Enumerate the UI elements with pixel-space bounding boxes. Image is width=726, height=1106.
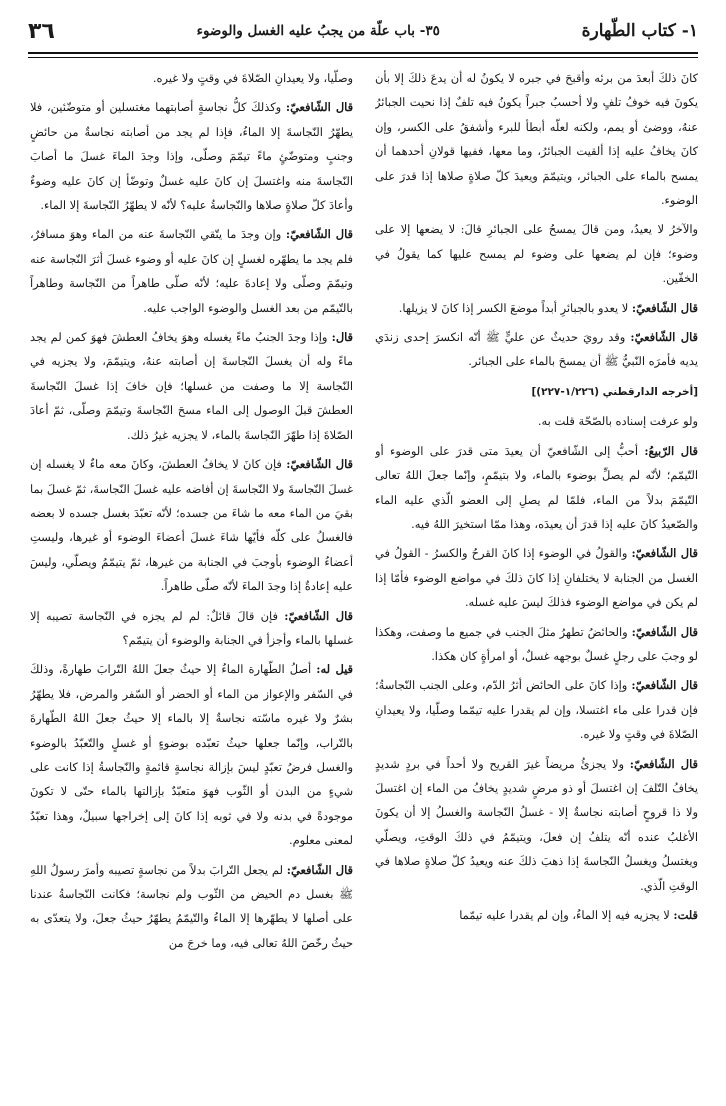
paragraph <box>30 657 353 852</box>
speaker-label: قال الشّافعيّ: <box>630 330 698 345</box>
paragraph-text: وإذا وجدَ الجنبُ ماءً يغسله وهوَ يخافُ العطشَ فهوَ كمن لم يجد ماءً وله أن يغسلَ النّجاسةَ إن أصابته عنهُ، ويتيمّمَ، ولا يجزيه في النّجاسة إلا ما وصفت من غسلها؛ فإن خافَ إذا غسلَ النّجاسةَ العطشَ قبلَ الوصول إلى الماء مسحَ النّجاسةَ وتيمّمَ وصلّى، ثمّ أعادَ الصّلاةَ إذا طهّرَ النّجاسةَ بالماء، لا يجزيه غيرُ ذلك. <box>30 330 353 442</box>
paragraph <box>375 541 698 614</box>
paragraph <box>30 95 353 217</box>
paragraph-text: وإن وجدَ ما يتّقي النّجاسةَ عنه من الماء وهوَ مسافرٌ، فلم يجد ما يطهّره لغسلٍ إن كانَ عليه أو وضوء غسلَ أثرَ النّجاسة عنه وتيمّمَ وصلّى ولا إعادةَ عليه؛ لأنّه صلّى طاهراً من النّجاسة وطاهراً بالتّيمّم من بعد الغسل والوضوء الواجب عليه. <box>30 227 353 315</box>
paragraph-text: وقد رويَ حديثٌ عن عليٍّ ﷺ أنّه انكسرَ إحدى زندَي يديه فأمرَه النّبيُّ ﷺ أن يمسحَ بالماء على الجبائر. <box>375 330 698 369</box>
speaker-label: قال الشّافعيّ: <box>629 756 698 771</box>
paragraph <box>375 673 698 746</box>
paragraph-text: والحائضُ تطهرُ مثلَ الجنب في جميع ما وصفت، وهكذا لو وجبَ على رجلٍ غسلٌ بوجهه غسلٌ، أو امرأةٍ كان هكذا. <box>375 624 698 663</box>
speaker-label: قال الشّافعيّ: <box>286 457 353 472</box>
paragraph <box>375 620 698 669</box>
page-header <box>28 14 698 48</box>
paragraph-text: لم يجعل التّرابَ بدلاً من نجاسةٍ تصيبه وأمرَ رسولُ اللهِ ﷺ بغسل دم الحيض من الثّوب ولم نجاسة؛ فكانت النّجاسةُ عندنا على أصلها لا يطهّرها إلا الماءُ والتّيمّمُ يطهّرُ حيثُ جعلَ، ولا يتعدّى به حيثُ رخّصَ اللهُ تعالى فيه، وما خرجَ من <box>30 862 353 950</box>
paragraph-text: لا يجزيه فيه إلا الماءُ، وإن لم يقدرا عليه تيمّما <box>459 908 670 922</box>
paragraph-text: وصلّيا، ولا يعيدانِ الصّلاةَ في وقتٍ ولا غيره. <box>152 71 353 85</box>
speaker-label: قال الشّافعيّ: <box>285 100 353 115</box>
speaker-label: قال الشّافعيّ: <box>284 608 353 623</box>
header-rule-thin <box>28 57 698 58</box>
paragraph <box>30 604 353 653</box>
paragraph-text: فإن كانَ لا يخافُ العطشَ، وكانَ معه ماءٌ لا يغسله إن غسلَ النّجاسةَ ولا النّجاسةَ إن أفاضه عليه غسلَ النّجاسةَ، ثمّ غسلَ بما بقيَ من الماء معه ما شاءَ من جسده؛ لأنّه تعبّدَ بغسل جسده لا بعضه فالغسلُ على كلّه فأيّها شاءَ غسلَ أعضاءَ الوضوء أو غيرها، وليستِ أعضاءُ الوضوء بأوجبَ في الجنابة من غيرها، ثمّ يتيمّمُ ويصلّي، وليسَ عليه إعادةٌ إذا وجدَ الماءَ لأنّه صلّى طاهراً. <box>30 457 353 594</box>
speaker-label: قال الشّافعيّ: <box>631 546 698 561</box>
paragraph <box>375 325 698 374</box>
paragraph <box>375 903 698 927</box>
paragraph <box>30 66 353 90</box>
speaker-label: قال الشّافعيّ: <box>285 227 353 242</box>
speaker-label: قال الشّافعيّ: <box>631 624 698 639</box>
paragraph-text: ولا يجزئُ مريضاً غيرَ القريح ولا أحداً في بردٍ شديدٍ يخافُ التّلفَ إن اغتسلَ أو ذو مرضٍ شديدٍ يخافُ من الماء إن اغتسلَ ولا ذا قروحٍ أصابته نجاسةٌ إلا - غسلُ النّجاسة والغسلُ إلا أن يكونَ الأغلبُ عنده أنّه يتلفُ إن فعلَ، ويتيمّمُ في ذلكَ الوقتِ، ويصلّي ويغتسلُ ويغسلُ النّجاسةَ إذا ذهبَ ذلكَ عنه ويعيدُ كلّ صلاةٍ صلاها في الوقتِ الّذي. <box>375 756 698 893</box>
paragraph <box>30 222 353 320</box>
paragraph <box>375 296 698 320</box>
speaker-label: قلت: <box>673 908 698 922</box>
page-body <box>30 66 698 1090</box>
paragraph-text: كانَ ذلكَ أبعدَ من برئه وأقبحَ في جبره لا يكونُ له أن يدعَ ذلكَ إلا بأن يكونَ فيه خوفُ تلفٍ ولا أحسبُ جبراً يكونُ فيه تلفٌ إذا نحيت الجبائرُ عنهُ، ووضئ أو يمم، ولكنه لعلّه أبطأ للبرء وأشفقُ على الكسر، وإن كانَ يخافُ عليه إذا ألقيت الجبائرُ، وما معها، ففيها قولانِ أحدهما أن يمسح بالماء على الجبائر، ويتيمّمَ ويعيدَ كلّ صلاةٍ صلاها إذا قدرَ على الوضوء. <box>375 71 698 208</box>
left-column <box>30 66 353 1090</box>
paragraph <box>30 858 353 956</box>
speaker-label: قال الشّافعيّ: <box>631 678 698 693</box>
paragraph-text: وكذلكَ كلُّ نجاسةٍ أصابتهما مغتسلين أو متوضّئين، فلا يطهّرُ النّجاسةَ إلا الماءُ، فإذا لم يجد من أصابته نجاسةٌ من حائضٍ وجنبٍ ومتوضّئٍ ماءً تيمّمَ وصلّى، وإذا وجدَ الماءَ غسلَ ما أصابَ النّجاسةَ منه واغتسلَ إن كانَ عليه غسلٌ وتوضّأ إن كانَ عليه وضوءٌ وأعادَ كلّ صلاةٍ صلاها والنّجاسةُ عليه؟ لأنّه لا يطهّرُ النّجاسةَ إلا الماء. <box>30 100 353 213</box>
paragraph-text: لا يعدو بالجبائرِ أبداً موضعَ الكسر إذا كانَ لا يزيلها. <box>398 300 629 315</box>
paragraph <box>375 409 698 433</box>
paragraph-text: وإذا كانَ على الحائض أثرُ الدّم، وعلى الجنب النّجاسةُ؛ فإن قدرا على ماء اغتسلا، وإن لم يقدرا عليه تيمّما وصلّيا، ولا يعيدانِ الصّلاةَ في وقتٍ ولا غيره. <box>375 678 698 742</box>
paragraph-text: أصلُ الطّهارة الماءُ إلا حيثُ جعلَ اللهُ التّرابَ طهارةً، وذلكَ في السّفر والإعواز من الماء أو الحضر أو السّفر والمرض، فلا يطهّرُ بشرٌ ولا غيره ماسّته نجاسةٌ إلا بالماء إلا حيثُ جعلَ اللهُ الطّهارةَ بالتّراب، وإنّما جعلها حيثُ تعبّده بوضوءٍ أو غسلٍ والتّعبّدُ بالوضوء والغسل فرضُ تعبّدٍ ليسَ بإزالة نجاسةٍ قائمةٍ والنّجاسةُ إذا كانت على شيءٍ من البدن أو الثّوب فهوَ متعبّدٌ بإزالتها بالماء حتّى لا تكونَ موجودةً في بدنه ولا في ثوبه إذا كانَ إلى إخراجها سبيلٌ، وهذا تعبّدٌ لمعنى معلوم. <box>30 662 353 848</box>
speaker-label: قال الرّبيعُ: <box>644 443 698 458</box>
header-rule-thick <box>28 52 698 54</box>
paragraph <box>30 452 353 598</box>
speaker-label: قال الشّافعيّ: <box>286 862 353 877</box>
speaker-label: قيل له: <box>316 662 353 677</box>
page-number: ٣٦ <box>28 18 55 44</box>
paragraph-text: والقولُ في الوضوء إذا كانَ القرحُ والكسرُ - القولُ في الغسل من الجنابة لا يختلفانِ إذا كانَ ذلكَ في مواضع الوضوء فأمّا إذا لم يكن في مواضع الوضوء فذلكَ ليسَ عليه غسله. <box>375 546 698 610</box>
paragraph <box>375 217 698 290</box>
paragraph <box>375 752 698 898</box>
citation-text: [أخرجه الدارقطني (١/٢٢٦-٢٢٧)] <box>531 385 698 398</box>
paragraph-text: ولو عرفت إسناده بالصّحّة قلت به. <box>537 414 698 429</box>
paragraph <box>30 325 353 447</box>
right-column <box>375 66 698 1090</box>
paragraph <box>375 66 698 212</box>
speaker-label: قال: <box>331 330 353 345</box>
paragraph <box>375 379 698 404</box>
paragraph-text: والآخرُ لا يعيدُ، ومن قالَ يمسحُ على الجبائرِ قالَ: لا يضعها إلا على وضوء؛ فإن لم يضعها على وضوء لم يمسح عليها كما يقولُ في الخفّين. <box>375 222 698 286</box>
chapter-title: ٣٥- باب علّة من يجبُ عليه الغسل والوضوء <box>196 23 440 39</box>
paragraph-text: فإن قالَ قائلٌ: لم لم يجزه في النّجاسة تصيبه إلا غسلها بالماء وأجزأ في الجنابة والوضوء أن يتيمّم؟ <box>30 608 353 647</box>
paragraph-text: أحبُّ إلى الشّافعيّ أن يعيدَ متى قدرَ على الوضوء أو التّيمّم؛ لأنّه لم يصلِّ بوضوء بالماء، ولا بتيمّمٍ، وإنّما جعلَ اللهُ تعالى التّيمّمَ بدلاً من الماء، فلمّا لم يصلِ إلى العضو الّذي عليه الماء والصّعيدُ كانَ عليه إذا قدرَ أن يعيدَه، وهذا ممّا استخيرَ اللهُ فيه. <box>375 443 698 531</box>
book-title: ١- كتاب الطّهارة <box>581 21 698 41</box>
speaker-label: قال الشّافعيّ: <box>631 300 698 315</box>
paragraph <box>375 439 698 537</box>
